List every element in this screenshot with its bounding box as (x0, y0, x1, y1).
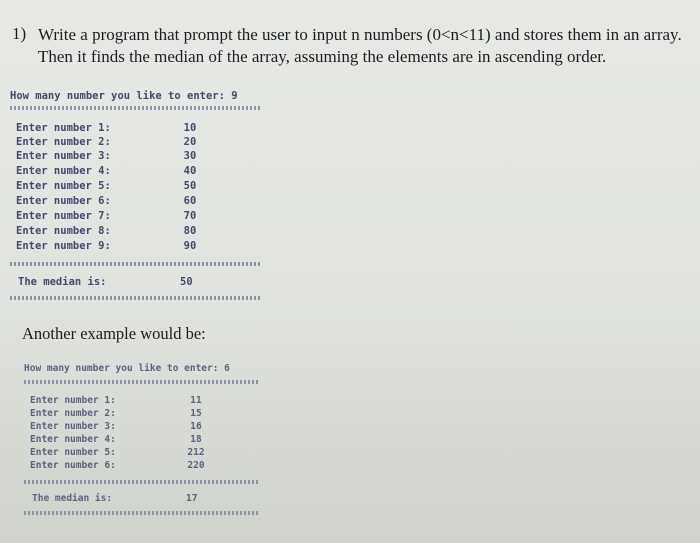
median-value: 50 (180, 276, 193, 288)
console-output-example-1 (10, 90, 262, 310)
input-label: Enter number 9: (16, 240, 111, 252)
console-output-example-2 (24, 363, 260, 518)
input-row (30, 434, 270, 448)
separator (24, 511, 260, 515)
median-label: The median is: (32, 493, 113, 504)
input-row (30, 447, 270, 461)
count-prompt: How many number you like to enter: 6 (24, 363, 230, 374)
input-row (16, 180, 256, 194)
input-value: 30 (183, 150, 197, 162)
separator (10, 106, 262, 110)
input-value: 60 (183, 195, 197, 207)
separator (24, 380, 260, 384)
input-value: 40 (183, 165, 197, 177)
input-label: Enter number 5: (16, 180, 111, 192)
input-value: 80 (183, 225, 197, 237)
input-row (16, 165, 256, 179)
input-label: Enter number 3: (16, 150, 111, 162)
input-value: 70 (183, 210, 197, 222)
separator (10, 296, 262, 300)
median-label: The median is: (18, 276, 107, 288)
input-label: Enter number 2: (16, 136, 111, 148)
input-value: 16 (190, 421, 202, 432)
input-value: 220 (187, 460, 205, 471)
input-value: 90 (183, 240, 197, 252)
input-value: 212 (187, 447, 205, 458)
input-label: Enter number 1: (30, 395, 116, 406)
input-row (16, 210, 256, 224)
input-row (16, 195, 256, 209)
separator (24, 480, 260, 484)
separator (10, 262, 262, 266)
input-row (30, 395, 270, 409)
input-row (16, 225, 256, 239)
input-label: Enter number 7: (16, 210, 111, 222)
input-row (30, 421, 270, 435)
input-label: Enter number 4: (16, 165, 111, 177)
input-label: Enter number 5: (30, 447, 116, 458)
input-value: 20 (183, 136, 197, 148)
median-row (32, 493, 198, 504)
input-row (30, 408, 270, 422)
another-example-heading: Another example would be: (22, 324, 206, 343)
input-label: Enter number 6: (30, 460, 116, 471)
input-value: 11 (190, 395, 202, 406)
input-label: Enter number 2: (30, 408, 116, 419)
input-label: Enter number 8: (16, 225, 111, 237)
input-label: Enter number 6: (16, 195, 111, 207)
input-row (16, 240, 256, 254)
input-value: 10 (183, 122, 197, 134)
input-row (16, 136, 256, 150)
input-label: Enter number 1: (16, 122, 111, 134)
input-value: 15 (190, 408, 202, 419)
median-row (18, 276, 193, 288)
input-label: Enter number 3: (30, 421, 116, 432)
input-row (30, 460, 270, 474)
input-value: 18 (190, 434, 202, 445)
question-number: 1) (12, 24, 27, 43)
count-prompt: How many number you like to enter: 9 (10, 90, 238, 102)
input-row (16, 150, 256, 164)
median-value: 17 (186, 493, 198, 504)
question-text: Write a program that prompt the user to input n numbers (0<n<11) and stores them in an array. Then it finds the median of the array, assuming the elements are in ascending order. (38, 25, 682, 66)
input-label: Enter number 4: (30, 434, 116, 445)
input-row (16, 122, 256, 136)
input-value: 50 (183, 180, 197, 192)
